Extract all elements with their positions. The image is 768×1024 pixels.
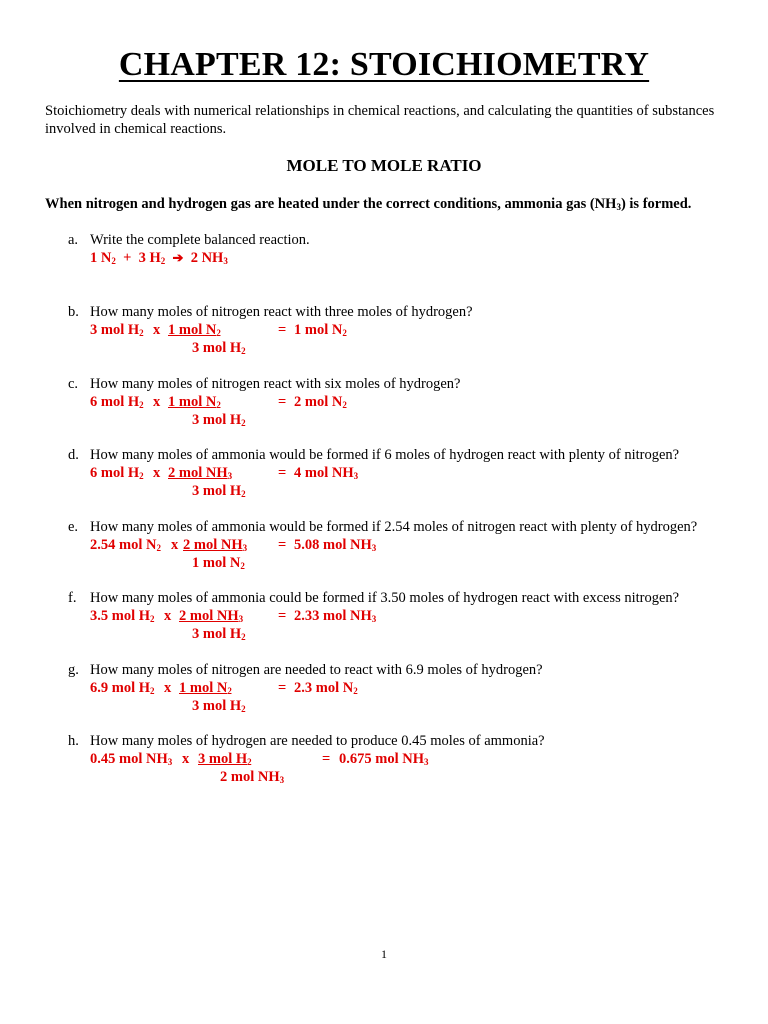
conversion-denominator: 3 mol $H_2$ bbox=[192, 340, 246, 356]
result-quantity: 2 mol $N_2$ bbox=[294, 394, 347, 410]
conversion-numerator: 3 mol $H_2$ bbox=[198, 751, 252, 767]
page-number: 1 bbox=[381, 947, 387, 961]
question-letter: e. bbox=[68, 519, 79, 535]
times-sign: x bbox=[153, 394, 161, 410]
answer-denominator-line bbox=[68, 697, 758, 715]
answer-denominator-line bbox=[68, 554, 758, 572]
answer-denominator-line bbox=[68, 411, 758, 429]
answer-numerator-line bbox=[68, 393, 758, 411]
times-sign: x bbox=[164, 680, 172, 696]
conversion-numerator: 1 mol $N_2$ bbox=[168, 322, 221, 338]
times-sign: x bbox=[182, 751, 190, 767]
equals-sign: = bbox=[278, 322, 287, 338]
question-text: How many moles of ammonia would be formed if 6 moles of hydrogen react with plenty of nitrogen? bbox=[90, 447, 680, 463]
question-c bbox=[68, 375, 758, 429]
given-quantity: 3.5 mol $H_2$ bbox=[90, 608, 155, 624]
given-quantity: 6 mol $H_2$ bbox=[90, 465, 144, 481]
question-b bbox=[68, 303, 758, 357]
question-letter: g. bbox=[68, 662, 79, 678]
question-f bbox=[68, 589, 758, 643]
question-h bbox=[68, 732, 758, 786]
question-text: How many moles of nitrogen react with three moles of hydrogen? bbox=[90, 304, 473, 320]
prompt-text-after: ) is formed. bbox=[620, 196, 692, 212]
question-a bbox=[68, 231, 758, 267]
section-heading: MOLE TO MOLE RATIO bbox=[286, 156, 482, 175]
question-letter: c. bbox=[68, 376, 79, 392]
conversion-numerator: 2 mol $NH_3$ bbox=[168, 465, 233, 481]
conversion-numerator: 2 mol $NH_3$ bbox=[179, 608, 244, 624]
equals-sign: = bbox=[278, 608, 287, 624]
balanced-equation: 1 $N_2 + 3$ $H_2$ ➔ 2 $NH_3$ bbox=[90, 250, 228, 266]
question-text: Write the complete balanced reaction. bbox=[90, 232, 310, 248]
answer-numerator-line bbox=[68, 607, 758, 625]
result-quantity: 2.3 mol $N_2$ bbox=[294, 680, 358, 696]
question-g bbox=[68, 661, 758, 715]
answer-numerator-line bbox=[68, 750, 758, 768]
given-quantity: 6.9 mol $H_2$ bbox=[90, 680, 155, 696]
given-quantity: 6 mol $H_2$ bbox=[90, 394, 144, 410]
question-e bbox=[68, 518, 758, 572]
conversion-denominator: 3 mol $H_2$ bbox=[192, 698, 246, 714]
intro-paragraph: Stoichiometry deals with numerical relationships in chemical reactions, and calculating the quantities of substances involved in chemical reactions. bbox=[45, 103, 715, 137]
question-letter: f. bbox=[68, 590, 77, 606]
conversion-denominator: 3 mol $H_2$ bbox=[192, 412, 246, 428]
question-letter: h. bbox=[68, 733, 79, 749]
question-text: How many moles of nitrogen react with six moles of hydrogen? bbox=[90, 376, 461, 392]
given-quantity: 0.45 mol $NH_3$ bbox=[90, 751, 173, 767]
prompt-subscript: 3 bbox=[616, 202, 621, 212]
answer-numerator-line bbox=[68, 464, 758, 482]
conversion-numerator: 1 mol $N_2$ bbox=[168, 394, 221, 410]
result-quantity: 1 mol $N_2$ bbox=[294, 322, 347, 338]
answer-numerator-line bbox=[68, 679, 758, 697]
answer-numerator-line bbox=[68, 321, 758, 339]
answer-numerator-line bbox=[68, 536, 758, 554]
equals-sign: = bbox=[278, 465, 287, 481]
question-text: How many moles of ammonia would be formed if 2.54 moles of nitrogen react with plenty of hydrogen? bbox=[90, 519, 698, 535]
prompt-text-before: When nitrogen and hydrogen gas are heated under the correct conditions, ammonia gas (NH bbox=[45, 196, 617, 212]
conversion-denominator: 2 mol $NH_3$ bbox=[220, 769, 285, 785]
given-quantity: 2.54 mol $N_2$ bbox=[90, 537, 161, 553]
equals-sign: = bbox=[322, 751, 331, 767]
arrow-right-icon: ➔ bbox=[172, 250, 184, 265]
times-sign: x bbox=[153, 322, 161, 338]
conversion-denominator: 3 mol $H_2$ bbox=[192, 483, 246, 499]
equals-sign: = bbox=[278, 537, 287, 553]
answer-denominator-line bbox=[68, 768, 758, 786]
times-sign: x bbox=[153, 465, 161, 481]
answer-a-equation bbox=[68, 249, 758, 267]
conversion-denominator: 1 mol $N_2$ bbox=[192, 555, 245, 571]
result-quantity: 0.675 mol $NH_3$ bbox=[339, 751, 429, 767]
question-text: How many moles of nitrogen are needed to react with 6.9 moles of hydrogen? bbox=[90, 662, 543, 678]
question-text: How many moles of hydrogen are needed to produce 0.45 moles of ammonia? bbox=[90, 733, 545, 749]
conversion-denominator: 3 mol $H_2$ bbox=[192, 626, 246, 642]
question-letter: a. bbox=[68, 232, 79, 248]
answer-denominator-line bbox=[68, 482, 758, 500]
result-quantity: 4 mol $NH_3$ bbox=[294, 465, 359, 481]
given-quantity: 3 mol $H_2$ bbox=[90, 322, 144, 338]
problem-prompt bbox=[45, 196, 745, 213]
times-sign: x bbox=[164, 608, 172, 624]
answer-denominator-line bbox=[68, 339, 758, 357]
page-title: CHAPTER 12: STOICHIOMETRY bbox=[118, 46, 650, 83]
times-sign: x bbox=[171, 537, 179, 553]
result-quantity: 2.33 mol $NH_3$ bbox=[294, 608, 377, 624]
equals-sign: = bbox=[278, 680, 287, 696]
question-d bbox=[68, 446, 758, 500]
equals-sign: = bbox=[278, 394, 287, 410]
question-text: How many moles of ammonia could be formed if 3.50 moles of hydrogen react with excess nitrogen? bbox=[90, 590, 680, 606]
conversion-numerator: 2 mol $NH_3$ bbox=[183, 537, 248, 553]
answer-denominator-line bbox=[68, 625, 758, 643]
question-letter: b. bbox=[68, 304, 79, 320]
conversion-numerator: 1 mol $N_2$ bbox=[179, 680, 232, 696]
result-quantity: 5.08 mol $NH_3$ bbox=[294, 537, 377, 553]
question-letter: d. bbox=[68, 447, 79, 463]
